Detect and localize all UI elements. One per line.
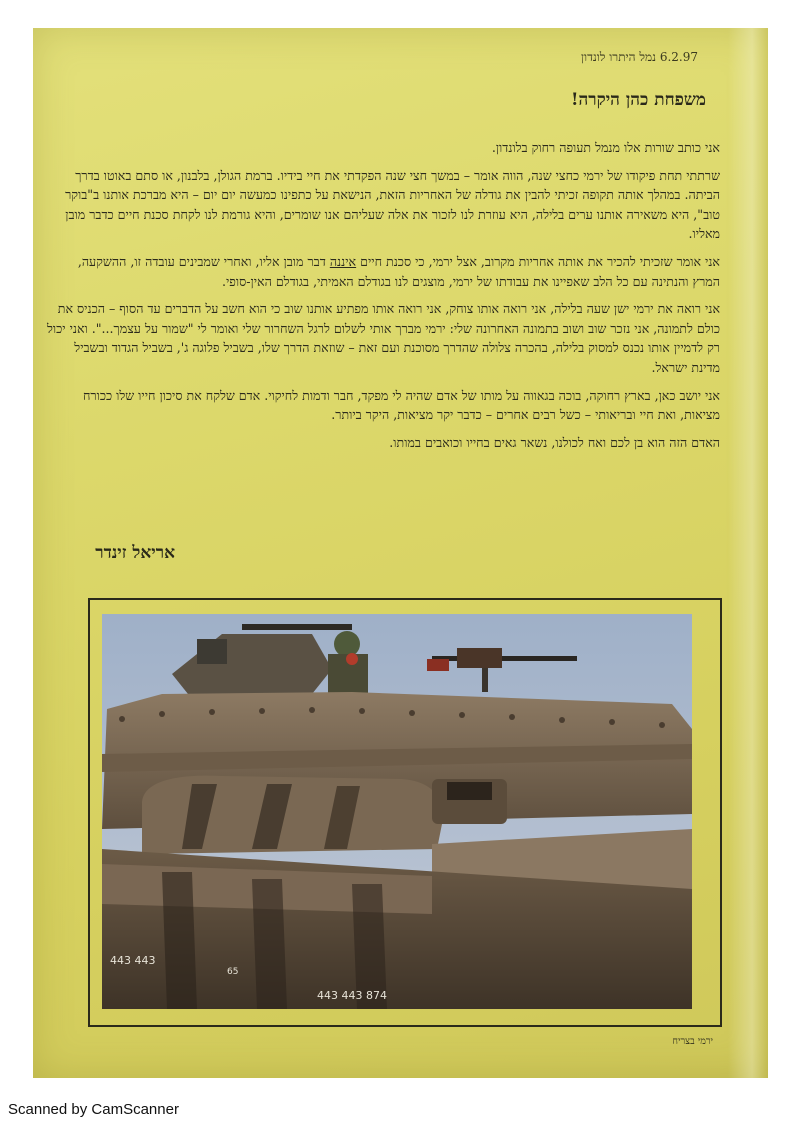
hull-marking-small: 65 <box>227 967 239 977</box>
letter-title: משפחת כהן היקרה! <box>571 90 706 110</box>
paragraph-3 <box>47 252 720 291</box>
scanner-watermark: Scanned by CamScanner <box>8 1101 179 1118</box>
date-line: 6.2.97 נמל היתרו לונדון <box>580 50 698 64</box>
paragraph-1: אני כותב שורות אלו מנמל תעופה רחוק בלונדון. <box>491 140 720 155</box>
paragraph-2: שרתתי תחת פיקודו של ירמי כחצי שנה, הווה אומר – במשך חצי שנה הפקדתי את חיי בידיו. ברמת הגולן, בלבנון, או סתם באוטו בדרך הביתה. במהלך אותה תקופה זכיתי להבין את גודלה של האחריות הזאת, הנישאת על כתפינו כמעשה יום יום – היא מברכת אותנו ב"בוקר טוב", היא משאירה אותנו ערים בלילה, היא עוזרת לנו לזכור את אלה שעליהם אנו שומרים, והיא גורמת לנו לקחת סכנת חיים כדבר מובן מאליו. <box>65 167 720 242</box>
paragraph-6: האדם הזה הוא בן לכם ואח לכולנו, נשאר גאים בחייו וכואבים במותו. <box>389 434 720 450</box>
letter-body <box>47 138 720 460</box>
hull-marking-left: 443 443 <box>110 954 156 967</box>
page-fold-shade <box>728 28 768 1078</box>
paragraph-4: אני רואה את ירמי ישן שעה בלילה, אני רואה אותו צוחק, אני רואה אותו מפתיע אותנו שוב כי הוא חשב על הדברים עד הסוף – הכניס את כולם לתמונה, אני נזכר שוב ושוב בתמונה האחרונה שלי: ירמי מברך אותי לשלום לרגל השחרור שלי ואומר לי "שמור על עצמך...". ואני יכול רק לדמיין אותו נכנס למסוק בלילה, בהכרה צלולה שהדרך מסוכנת ועם זאת – שוזאת הדרך שלו, בשביל פלוגה ג', בשביל הגדוד ובשביל מדינת ישראל. <box>47 301 720 375</box>
tank-photo <box>102 614 692 1009</box>
paragraph-3-part-b: דבר מובן אליו, ואחרי שמבינים עובדה זו, ההשקעה, המרץ והנתינה עם כל הלב שאפיינו את עבודתו של ירמי, מוצגים לנו בגודלם האמיתי, בגודלם האין-סופי. <box>77 253 720 289</box>
paragraph-3-part-a: אני אומר שזכיתי להכיר את אותה אחריות מקרוב, אצל ירמי, כי סכנת חיים <box>356 253 720 269</box>
photo-caption: ירמי בצריח <box>672 1036 713 1047</box>
scanned-page <box>33 28 768 1078</box>
photo-frame <box>88 598 722 1027</box>
paragraph-3-underlined: איננה <box>329 253 357 269</box>
hull-marking-center: 443 443 874 <box>317 989 387 1002</box>
paragraph-5: אני יושב כאן, בארץ רחוקה, בוכה בגאווה על מותו של אדם שהיה לי מפקד, חבר ודמות לחיקוי. אדם שלקח את סיכון חייו שלו ככורח מציאות, ואת חיי ובריאותי – כשל רבים אחרים – כדבר יקר מציאות, היקר ביותר. <box>82 387 720 423</box>
tank-illustration <box>102 614 692 1009</box>
signature: אריאל זינדר <box>95 543 175 563</box>
